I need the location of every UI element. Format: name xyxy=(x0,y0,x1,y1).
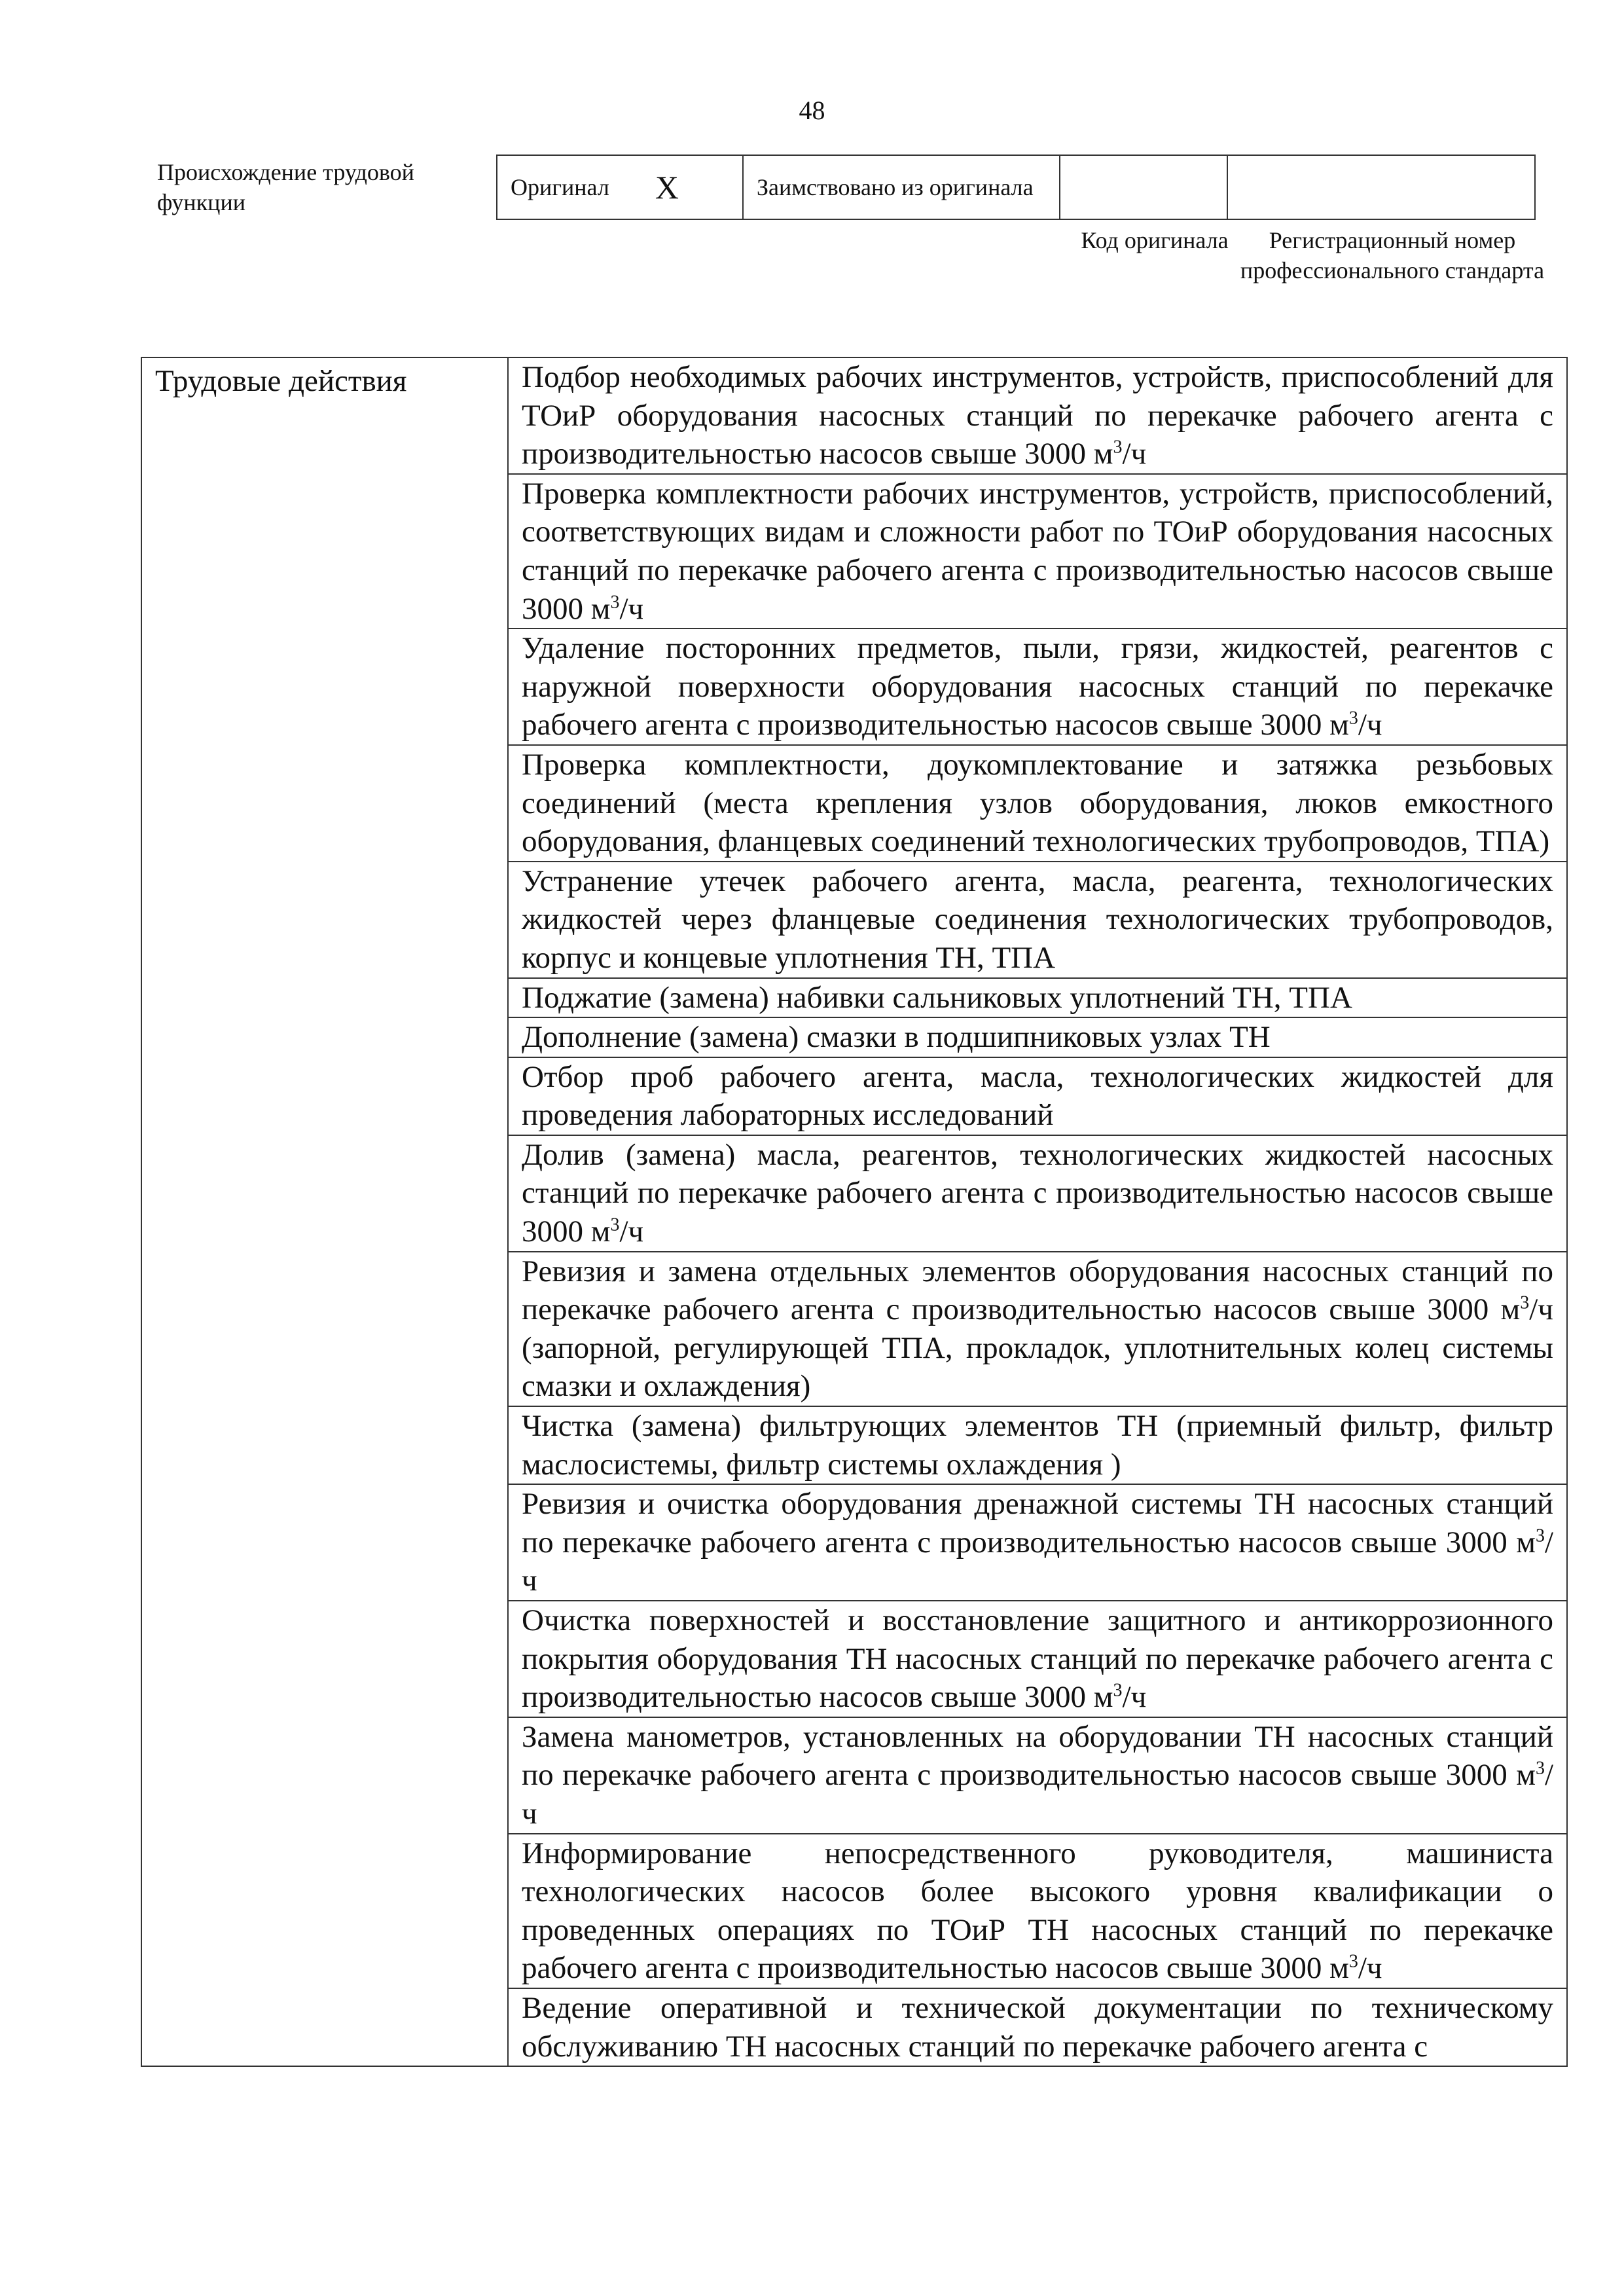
page-number: 48 xyxy=(799,96,825,125)
action-text-tail: /ч xyxy=(619,591,644,626)
action-item xyxy=(508,474,1567,629)
action-text: Информирование непосредственного руководителя, машиниста технологических насосов более высокого уровня квалификации о проведенных операциях по ТОиР ТН насосных станций по перекачке рабочего агента с производительностью насосов свыше 3000 м xyxy=(522,1836,1553,1986)
action-text: Ревизия и очистка оборудования дренажной системы ТН насосных станций по перекачке рабочего агента с производительностью насосов свыше 3000 м xyxy=(522,1487,1553,1559)
labor-actions-label: Трудовые действия xyxy=(141,357,508,2066)
action-text: Проверка комплектности, доукомплектование и затяжка резьбовых соединений (места крепления узлов оборудования, люков емкостного оборудования, фланцевых соединений технологических трубопроводов, ТПА) xyxy=(522,747,1553,859)
action-text-tail: /ч xyxy=(522,1758,1553,1831)
action-text-tail: /ч (запорной, регулирующей ТПА, прокладок, уплотнительных колец системы смазки и охлаждения) xyxy=(522,1292,1553,1404)
action-unit-exponent: 3 xyxy=(610,1214,620,1235)
action-unit-exponent: 3 xyxy=(1535,1525,1545,1546)
action-text-tail: /ч xyxy=(1358,1951,1382,1986)
borrowed-label: Заимствовано из оригинала xyxy=(757,174,1034,200)
registration-number-caption: Регистрационный номер профессионального стандарта xyxy=(1240,227,1545,283)
action-item xyxy=(508,745,1567,862)
labor-actions-table xyxy=(141,357,1568,2067)
action-text: Подбор необходимых рабочих инструментов, устройств, приспособлений для ТОиР оборудования насосных станций по перекачке рабочего агента с производительностью насосов свыше 3000 м xyxy=(522,360,1553,471)
action-item xyxy=(508,1017,1567,1057)
action-item xyxy=(508,1406,1567,1484)
action-row xyxy=(141,357,1567,474)
original-cell xyxy=(497,155,743,219)
action-unit-exponent: 3 xyxy=(1113,1680,1123,1701)
action-unit-exponent: 3 xyxy=(610,591,620,612)
action-text: Чистка (замена) фильтрующих элементов ТН (приемный фильтр, фильтр маслосистемы, фильтр системы охлаждения ) xyxy=(522,1409,1553,1482)
action-item xyxy=(508,1484,1567,1601)
action-text: Очистка поверхностей и восстановление защитного и антикоррозионного покрытия оборудования ТН насосных станций по перекачке рабочего агента с производительностью насосов свыше 3000 м xyxy=(522,1603,1553,1715)
action-unit-exponent: 3 xyxy=(1348,1951,1358,1972)
action-text: Замена манометров, установленных на оборудовании ТН насосных станций по перекачке рабочего агента с производительностью насосов свыше 3000 м xyxy=(522,1719,1553,1793)
borrowed-cell xyxy=(743,155,1060,219)
action-unit-exponent: 3 xyxy=(1113,437,1123,458)
action-item xyxy=(508,1601,1567,1717)
action-item xyxy=(508,978,1567,1018)
action-text: Удаление посторонних предметов, пыли, грязи, жидкостей, реагентов с наружной поверхности оборудования насосных станций по перекачке рабочего агента с производительностью насосов свыше 3000 м xyxy=(522,631,1553,742)
action-item xyxy=(508,1988,1567,2066)
action-unit-exponent: 3 xyxy=(1348,708,1358,729)
action-text-tail: /ч xyxy=(522,1525,1553,1598)
action-item xyxy=(508,629,1567,745)
action-text: Ревизия и замена отдельных элементов оборудования насосных станций по перекачке рабочего агента с производительностью насосов свыше 3000 м xyxy=(522,1254,1553,1327)
action-text-tail: /ч xyxy=(1358,708,1382,742)
registration-number-cell xyxy=(1227,155,1535,219)
origin-label: Происхождение трудовой функции xyxy=(157,159,414,215)
action-text: Проверка комплектности рабочих инструментов, устройств, приспособлений, соответствующих видам и сложности работ по ТОиР оборудования насосных станций по перекачке рабочего агента с производительностью насосов свыше 3000 м xyxy=(522,476,1553,626)
original-code-cell xyxy=(1060,155,1227,219)
action-item xyxy=(508,357,1567,474)
action-item xyxy=(508,1057,1567,1135)
action-text-tail: /ч xyxy=(1122,437,1147,471)
action-item xyxy=(508,1717,1567,1834)
action-item xyxy=(508,1135,1567,1252)
action-item xyxy=(508,1252,1567,1406)
action-text: Ведение оперативной и технической документации по техническому обслуживанию ТН насосных станций по перекачке рабочего агента с xyxy=(522,1990,1553,2064)
original-mark: X xyxy=(655,169,679,206)
original-label: Оригинал xyxy=(511,174,609,200)
action-text: Дополнение (замена) смазки в подшипниковых узлах ТН xyxy=(522,1020,1271,1055)
action-item xyxy=(508,1834,1567,1988)
action-text: Поджатие (замена) набивки сальниковых уплотнений ТН, ТПА xyxy=(522,980,1352,1015)
action-item xyxy=(508,862,1567,978)
action-text-tail: /ч xyxy=(619,1214,644,1249)
original-code-caption: Код оригинала xyxy=(1081,227,1229,253)
origin-table xyxy=(496,155,1536,220)
action-unit-exponent: 3 xyxy=(1535,1758,1545,1779)
action-text: Долив (замена) масла, реагентов, технологических жидкостей насосных станций по перекачке рабочего агента с производительностью насосов свыше 3000 м xyxy=(522,1137,1553,1249)
action-unit-exponent: 3 xyxy=(1520,1292,1530,1313)
action-text: Устранение утечек рабочего агента, масла, реагента, технологических жидкостей через фланцевые соединения технологических трубопроводов, корпус и концевые уплотнения ТН, ТПА xyxy=(522,864,1553,975)
action-text-tail: /ч xyxy=(1122,1680,1147,1715)
action-text: Отбор проб рабочего агента, масла, технологических жидкостей для проведения лабораторных исследований xyxy=(522,1059,1553,1133)
